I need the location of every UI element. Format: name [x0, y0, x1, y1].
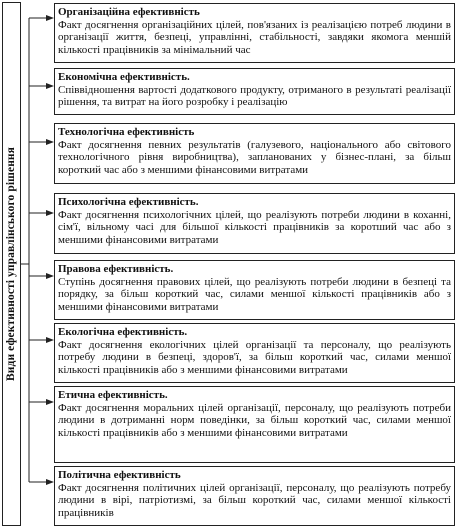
- box-title: Політична ефективність: [58, 469, 181, 481]
- box-psychological: [54, 193, 455, 254]
- box-text: Факт досягнення організаційних цілей, пов'язаних із реалізацією потреб людини в організації життя, безпеці, управлінні, стабільності, завдяки якомога меншій кількості працівників за мінімальний час: [58, 18, 451, 56]
- arrowhead-7: [46, 399, 54, 405]
- box-text: Факт досягнення моральних цілей організації, персоналу, що реалізують потреби людини в дотриманні норм поведінки, за більш короткий час, силами меншої кількості працівників або з меншими фінансовими витратами: [58, 401, 451, 439]
- box-technological: [54, 123, 455, 184]
- box-title: Технологічна ефективність: [58, 126, 195, 138]
- box-political: [54, 466, 455, 526]
- box-legal: [54, 260, 455, 320]
- box-text: Факт досягнення певних результатів (галузевого, національного або світового технологічного рівня виробництва), запланованих у бізнес-плані, за більш короткий час або з меншими фінансовими витратами: [58, 138, 451, 176]
- box-ethical: [54, 386, 455, 463]
- box-text: Співвідношення вартості додаткового продукту, отриманого в результаті реалізації рішення, та витрат на його розробку і реалізацію: [58, 83, 451, 109]
- box-economic: [54, 68, 455, 115]
- arrowhead-3: [46, 139, 54, 145]
- box-title: Правова ефективність.: [58, 263, 174, 275]
- box-organizational: [54, 3, 455, 63]
- box-text: Ступінь досягнення правових цілей, що реалізують потреби людини в безпеці та порядку, за більш короткий час, силами меншої кількості працівників або з меншими фінансовими витратами: [58, 275, 451, 313]
- arrowhead-8: [46, 479, 54, 485]
- arrowhead-5: [46, 273, 54, 279]
- box-text: Факт досягнення екологічних цілей організації та персоналу, що реалізують потребу людини в безпеці, здоров'ї, за більш короткий час, силами меншої кількості працівників або з меншими фінансовими витратами: [58, 338, 451, 376]
- box-ecological: [54, 323, 455, 383]
- root-category-label: Види ефективності управлінського рішення: [5, 147, 17, 381]
- box-title: Організаційна ефективність: [58, 6, 200, 18]
- arrowhead-4: [46, 210, 54, 216]
- box-title: Етична ефективність.: [58, 389, 168, 401]
- arrowhead-6: [46, 337, 54, 343]
- box-title: Екологічна ефективність.: [58, 326, 188, 338]
- arrowhead-2: [46, 83, 54, 89]
- arrowhead-1: [46, 15, 54, 21]
- box-text: Факт досягнення політичних цілей організації, персоналу, що реалізують потребу людини в вірі, патріотизмі, за більш короткий час, силами меншої кількості працівників: [58, 481, 451, 519]
- box-text: Факт досягнення психологічних цілей, що реалізують потреби людини в коханні, сім'ї, вільному часі для більшої кількості працівників за коротший час або з меншими фінансовими витратами: [58, 208, 451, 246]
- box-title: Психологічна ефективність.: [58, 196, 199, 208]
- box-title: Економічна ефективність.: [58, 71, 190, 83]
